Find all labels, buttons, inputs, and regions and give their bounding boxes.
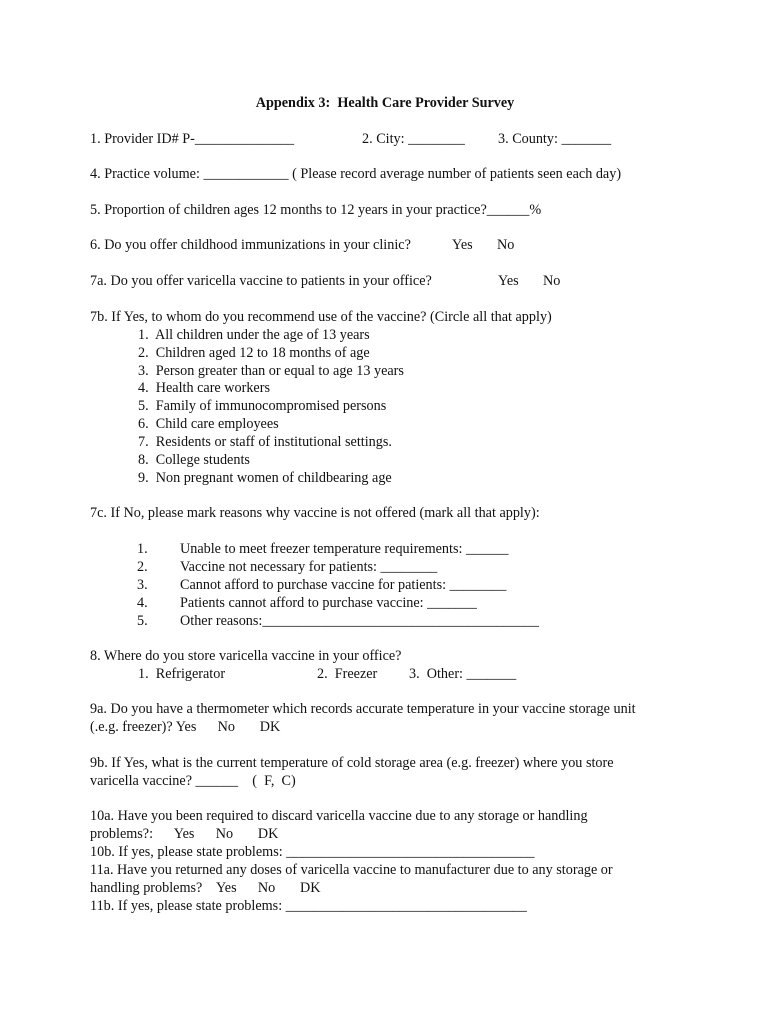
q9a-line2: (.e.g. freezer)? Yes No DK [90,719,281,735]
q8-option-freezer: 2. Freezer [317,666,378,682]
q5-proportion: 5. Proportion of children ages 12 months to 12 years in your practice?______% [90,202,542,218]
q11a-line2: handling problems? Yes No DK [90,880,321,896]
q7b-item: 9. Non pregnant women of childbearing age [138,470,392,486]
q7c-item-num: 5. [137,613,148,629]
q8-option-refrigerator: 1. Refrigerator [138,666,226,682]
q7c-item-text: Unable to meet freezer temperature requirements: ______ [180,541,509,557]
q7b-item: 7. Residents or staff of institutional settings. [138,434,392,450]
q7a-yes: Yes [498,273,519,289]
q10b-line: 10b. If yes, please state problems: ___________________________________ [90,844,535,860]
q10a-line1: 10a. Have you been required to discard varicella vaccine due to any storage or handling [90,808,588,824]
q7b-item: 4. Health care workers [138,380,270,396]
q11a-line1: 11a. Have you returned any doses of varicella vaccine to manufacturer due to any storage or [90,862,613,878]
q7b-item: 2. Children aged 12 to 18 months of age [138,345,370,361]
q6-question: 6. Do you offer childhood immunizations in your clinic? [90,237,411,253]
q7c-item-num: 1. [137,541,148,557]
q7b-item: 5. Family of immunocompromised persons [138,398,387,414]
q9b-line1: 9b. If Yes, what is the current temperature of cold storage area (e.g. freezer) where you store [90,755,614,771]
page-title: Appendix 3: Health Care Provider Survey [255,95,515,111]
q7a-no: No [543,273,561,289]
q7b-item: 1. All children under the age of 13 years [138,327,370,343]
q9b-line2: varicella vaccine? ______ ( F, C) [90,773,296,789]
q2-city: 2. City: ________ [362,131,465,147]
q7b-item: 8. College students [138,452,250,468]
q1-provider-id: 1. Provider ID# P-______________ [90,131,295,147]
q8-option-other: 3. Other: _______ [409,666,517,682]
q7c-item-text: Other reasons:_______________________________________ [180,613,539,629]
q7c-question: 7c. If No, please mark reasons why vaccine is not offered (mark all that apply): [90,505,540,521]
q7b-question: 7b. If Yes, to whom do you recommend use of the vaccine? (Circle all that apply) [90,309,552,325]
q6-no: No [497,237,515,253]
q7b-item: 3. Person greater than or equal to age 13 years [138,363,404,379]
q7b-item: 6. Child care employees [138,416,279,432]
q7c-item-text: Cannot afford to purchase vaccine for patients: ________ [180,577,507,593]
q4-practice-volume: 4. Practice volume: ____________ ( Please record average number of patients seen each day) [90,166,622,182]
q7c-item-num: 4. [137,595,148,611]
q7c-item-text: Patients cannot afford to purchase vaccine: _______ [180,595,477,611]
q7c-item-num: 3. [137,577,148,593]
q7c-item-num: 2. [137,559,148,575]
q6-yes: Yes [452,237,473,253]
q3-county: 3. County: _______ [498,131,612,147]
q7a-question: 7a. Do you offer varicella vaccine to patients in your office? [90,273,432,289]
q8-question: 8. Where do you store varicella vaccine in your office? [90,648,402,664]
q10a-line2: problems?: Yes No DK [90,826,279,842]
q11b-line: 11b. If yes, please state problems: __________________________________ [90,898,527,914]
q7c-item-text: Vaccine not necessary for patients: ________ [180,559,438,575]
q9a-line1: 9a. Do you have a thermometer which records accurate temperature in your vaccine storage unit [90,701,636,717]
